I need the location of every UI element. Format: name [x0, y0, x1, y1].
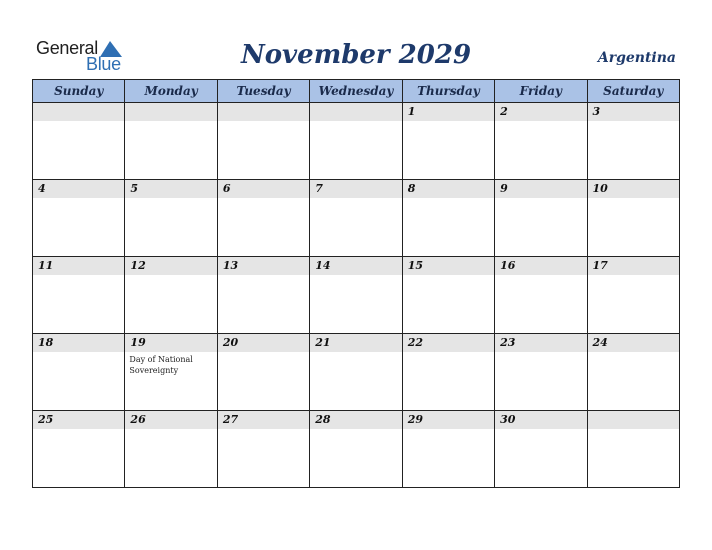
day-number: 16	[495, 257, 586, 275]
day-cell	[587, 411, 679, 488]
day-number: 30	[495, 411, 586, 429]
day-number: 14	[310, 257, 401, 275]
day-number: 6	[218, 180, 309, 198]
day-number: 8	[403, 180, 494, 198]
day-number: 9	[495, 180, 586, 198]
day-cell	[587, 103, 679, 180]
day-cell	[217, 257, 309, 334]
day-cell	[495, 103, 587, 180]
weekday-header-thursday: Thursday	[402, 80, 494, 103]
day-number	[33, 103, 124, 121]
weekday-header-sunday: Sunday	[33, 80, 125, 103]
day-cell	[310, 103, 402, 180]
weekday-header-monday: Monday	[125, 80, 217, 103]
day-number: 13	[218, 257, 309, 275]
day-cell	[33, 411, 125, 488]
day-number: 25	[33, 411, 124, 429]
day-number: 3	[588, 103, 679, 121]
day-cell	[402, 334, 494, 411]
day-cell	[495, 180, 587, 257]
day-cell	[310, 334, 402, 411]
day-number	[218, 103, 309, 121]
day-cell	[217, 411, 309, 488]
day-number: 15	[403, 257, 494, 275]
day-number: 2	[495, 103, 586, 121]
day-number: 11	[33, 257, 124, 275]
day-cell	[587, 334, 679, 411]
day-cell	[310, 257, 402, 334]
logo-text-general: General	[36, 38, 98, 58]
day-cell	[217, 334, 309, 411]
day-number: 7	[310, 180, 401, 198]
day-cell	[310, 411, 402, 488]
day-number: 26	[125, 411, 216, 429]
day-number: 10	[588, 180, 679, 198]
holiday-label: Day of National Sovereignty	[129, 355, 193, 375]
logo-text-blue: Blue	[86, 54, 121, 74]
day-cell	[33, 334, 125, 411]
weekday-header-tuesday: Tuesday	[217, 80, 309, 103]
weekday-header-saturday: Saturday	[587, 80, 679, 103]
day-cell	[310, 180, 402, 257]
calendar-body	[33, 103, 680, 488]
day-cell	[125, 180, 217, 257]
day-cell	[495, 257, 587, 334]
calendar-grid	[32, 79, 680, 488]
day-cell	[587, 180, 679, 257]
day-number	[125, 103, 216, 121]
day-cell	[125, 103, 217, 180]
week-row	[33, 103, 680, 180]
day-number	[310, 103, 401, 121]
day-cell	[495, 411, 587, 488]
day-cell	[33, 180, 125, 257]
day-number: 17	[588, 257, 679, 275]
day-cell	[125, 334, 217, 411]
day-number: 27	[218, 411, 309, 429]
day-number: 24	[588, 334, 679, 352]
day-number: 1	[403, 103, 494, 121]
day-cell	[33, 257, 125, 334]
day-number: 29	[403, 411, 494, 429]
day-number: 22	[403, 334, 494, 352]
day-cell	[402, 180, 494, 257]
day-cell	[402, 103, 494, 180]
week-row	[33, 257, 680, 334]
day-cell	[125, 411, 217, 488]
day-number: 4	[33, 180, 124, 198]
week-row	[33, 180, 680, 257]
day-number: 12	[125, 257, 216, 275]
weekday-header-row	[33, 80, 680, 103]
day-number: 21	[310, 334, 401, 352]
day-number	[588, 411, 679, 429]
day-number: 5	[125, 180, 216, 198]
weekday-header-wednesday: Wednesday	[310, 80, 402, 103]
day-cell	[402, 257, 494, 334]
calendar-title: November 2029	[240, 40, 472, 70]
day-cell	[587, 257, 679, 334]
week-row	[33, 334, 680, 411]
day-cell	[217, 103, 309, 180]
day-cell	[217, 180, 309, 257]
day-number: 18	[33, 334, 124, 352]
day-number: 19	[125, 334, 216, 352]
week-row	[33, 411, 680, 488]
day-number: 23	[495, 334, 586, 352]
day-cell	[402, 411, 494, 488]
day-number: 20	[218, 334, 309, 352]
country-label: Argentina	[597, 50, 676, 66]
day-cell	[495, 334, 587, 411]
day-number: 28	[310, 411, 401, 429]
day-cell	[33, 103, 125, 180]
weekday-header-friday: Friday	[495, 80, 587, 103]
day-cell	[125, 257, 217, 334]
